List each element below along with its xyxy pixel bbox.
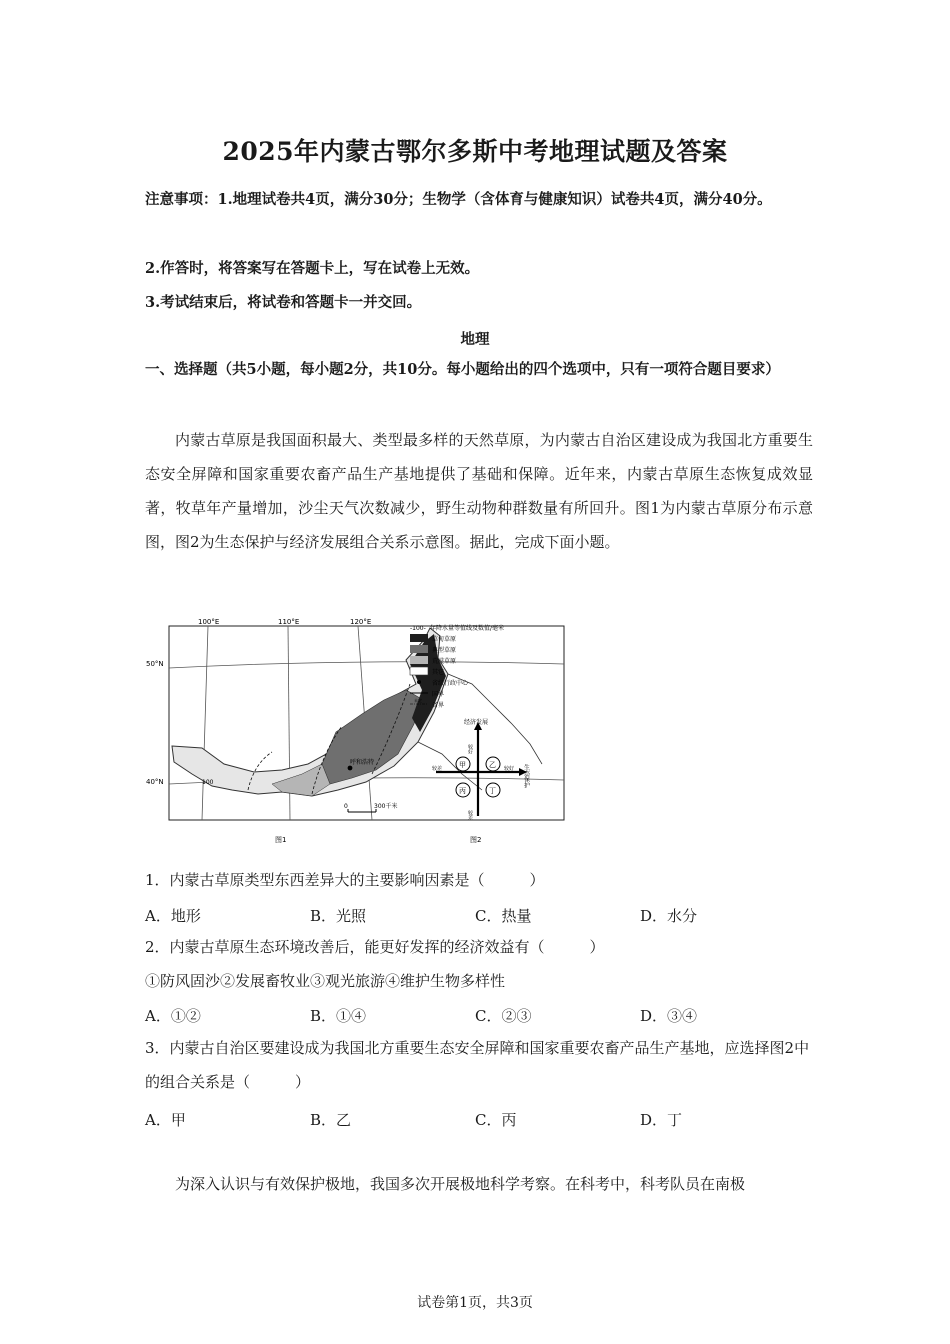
fig2-up-strong: 较好 — [467, 744, 473, 754]
notice-3: 3.考试结束后，将试卷和答题卡一并交回。 — [145, 294, 422, 311]
legend-isoline: 年降水量等值线及数值/毫米 — [430, 625, 505, 632]
figure-1-caption: 图1 — [275, 836, 287, 844]
legend-typical: 典型草原 — [432, 647, 457, 654]
page-footer: 试卷第1页，共3页 — [417, 1295, 533, 1311]
figure-2-diagram — [428, 718, 538, 846]
q3-option-b: B．乙 — [310, 1111, 352, 1129]
legend-undetermined: 未定 — [414, 698, 422, 703]
question-3-stem: 3．内蒙古自治区要建设成为我国北方重要生态安全屏障和国家重要农畜产品生产基地，应选择图2中的组合关系是（ ） — [145, 1039, 810, 1091]
svg-text:丙: 丙 — [459, 787, 466, 795]
next-passage: 为深入认识与有效保护极地，我国多次开展极地科学考察。在科考中，科考队员在南极 — [175, 1175, 746, 1193]
legend-isoline-sample: -100- — [410, 625, 426, 632]
q1-option-a: A．地形 — [145, 907, 201, 925]
question-1-stem: 1．内蒙古草原类型东西差异大的主要影响因素是（ ） — [145, 871, 545, 889]
svg-text:丁: 丁 — [489, 787, 496, 795]
q2-option-a: A．①② — [145, 1007, 201, 1025]
legend-desert: 荒漠草原 — [432, 658, 457, 665]
legend-other: 其它 — [432, 669, 445, 676]
notice-1: 注意事项：1.地理试卷共4页，满分30分；生物学（含体育与健康知识）试卷共4页，满分40分。 — [145, 191, 772, 208]
q1-option-b: B．光照 — [310, 907, 367, 925]
scale-zero: 0 — [344, 803, 348, 810]
capital-dot — [348, 766, 353, 771]
lat-40-label: 40°N — [146, 778, 164, 786]
quadrant-ding — [486, 783, 500, 797]
question-2-stem: 2．内蒙古草原生态环境改善后，能更好发挥的经济效益有（ ） — [145, 938, 605, 956]
lon-110-label: 110°E — [278, 618, 300, 626]
q3-option-c: C．丙 — [475, 1111, 517, 1129]
quadrant-yi — [486, 757, 500, 771]
lon-120-label: 120°E — [350, 618, 372, 626]
fig2-right-strong: 较好 — [504, 766, 515, 772]
q2-option-b: B．①④ — [310, 1007, 367, 1025]
q1-option-c: C．热量 — [475, 907, 532, 925]
section-title: 地理 — [460, 331, 490, 348]
fig2-left-weak: 较差 — [432, 766, 443, 772]
svg-text:乙: 乙 — [489, 761, 496, 769]
scale-label: 300千米 — [374, 803, 398, 810]
lat-50-label: 50°N — [146, 660, 164, 668]
fig2-axis-right: 生态保护 — [522, 764, 530, 788]
legend-meadow: 草甸草原 — [432, 636, 457, 643]
legend-provincial-border: 省界 — [432, 702, 445, 709]
fig2-down-weak: 较差 — [467, 810, 473, 820]
part-title: 一、选择题（共5小题，每小题2分，共10分。每小题给出的四个选项中，只有一项符合题目要求） — [145, 361, 780, 378]
figure-2-caption: 图2 — [470, 836, 482, 844]
question-2-sub: ①防风固沙②发展畜牧业③观光旅游④维护生物多样性 — [145, 972, 506, 990]
svg-text:甲: 甲 — [459, 761, 466, 769]
legend-capital: 省级行政中心 — [432, 680, 469, 687]
lon-100-label: 100°E — [198, 618, 220, 626]
notice-2: 2.作答时，将答案写在答题卡上，写在试卷上无效。 — [145, 260, 480, 277]
quadrant-bing — [456, 783, 470, 797]
q2-option-d: D．③④ — [640, 1007, 698, 1025]
q3-option-d: D．丁 — [640, 1111, 683, 1129]
isoline-label: 100 — [202, 779, 214, 786]
fig2-axis-up: 经济发展 — [464, 719, 489, 726]
q1-option-d: D．水分 — [640, 907, 698, 925]
city-label: 呼和浩特 — [350, 759, 375, 766]
q3-option-a: A．甲 — [145, 1111, 186, 1129]
quadrant-jia — [456, 757, 470, 771]
q2-option-c: C．②③ — [475, 1007, 532, 1025]
legend-national-border: 国界 — [432, 691, 445, 698]
intro-paragraph: 内蒙古草原是我国面积最大、类型最多样的天然草原，为内蒙古自治区建设成为我国北方重要生态安全屏障和国家重要农畜产品生产基地提供了基础和保障。近年来，内蒙古草原生态恢复成效显著，牧草年产量增加，沙尘天气次数减少，野生动物种群数量有所回升。图1为内蒙古草原分布示意图，图2为生态保护与经济发展组合关系示意图。据此，完成下面小题。 — [145, 431, 813, 551]
page-title: 2025年内蒙古鄂尔多斯中考地理试题及答案 — [222, 137, 728, 166]
